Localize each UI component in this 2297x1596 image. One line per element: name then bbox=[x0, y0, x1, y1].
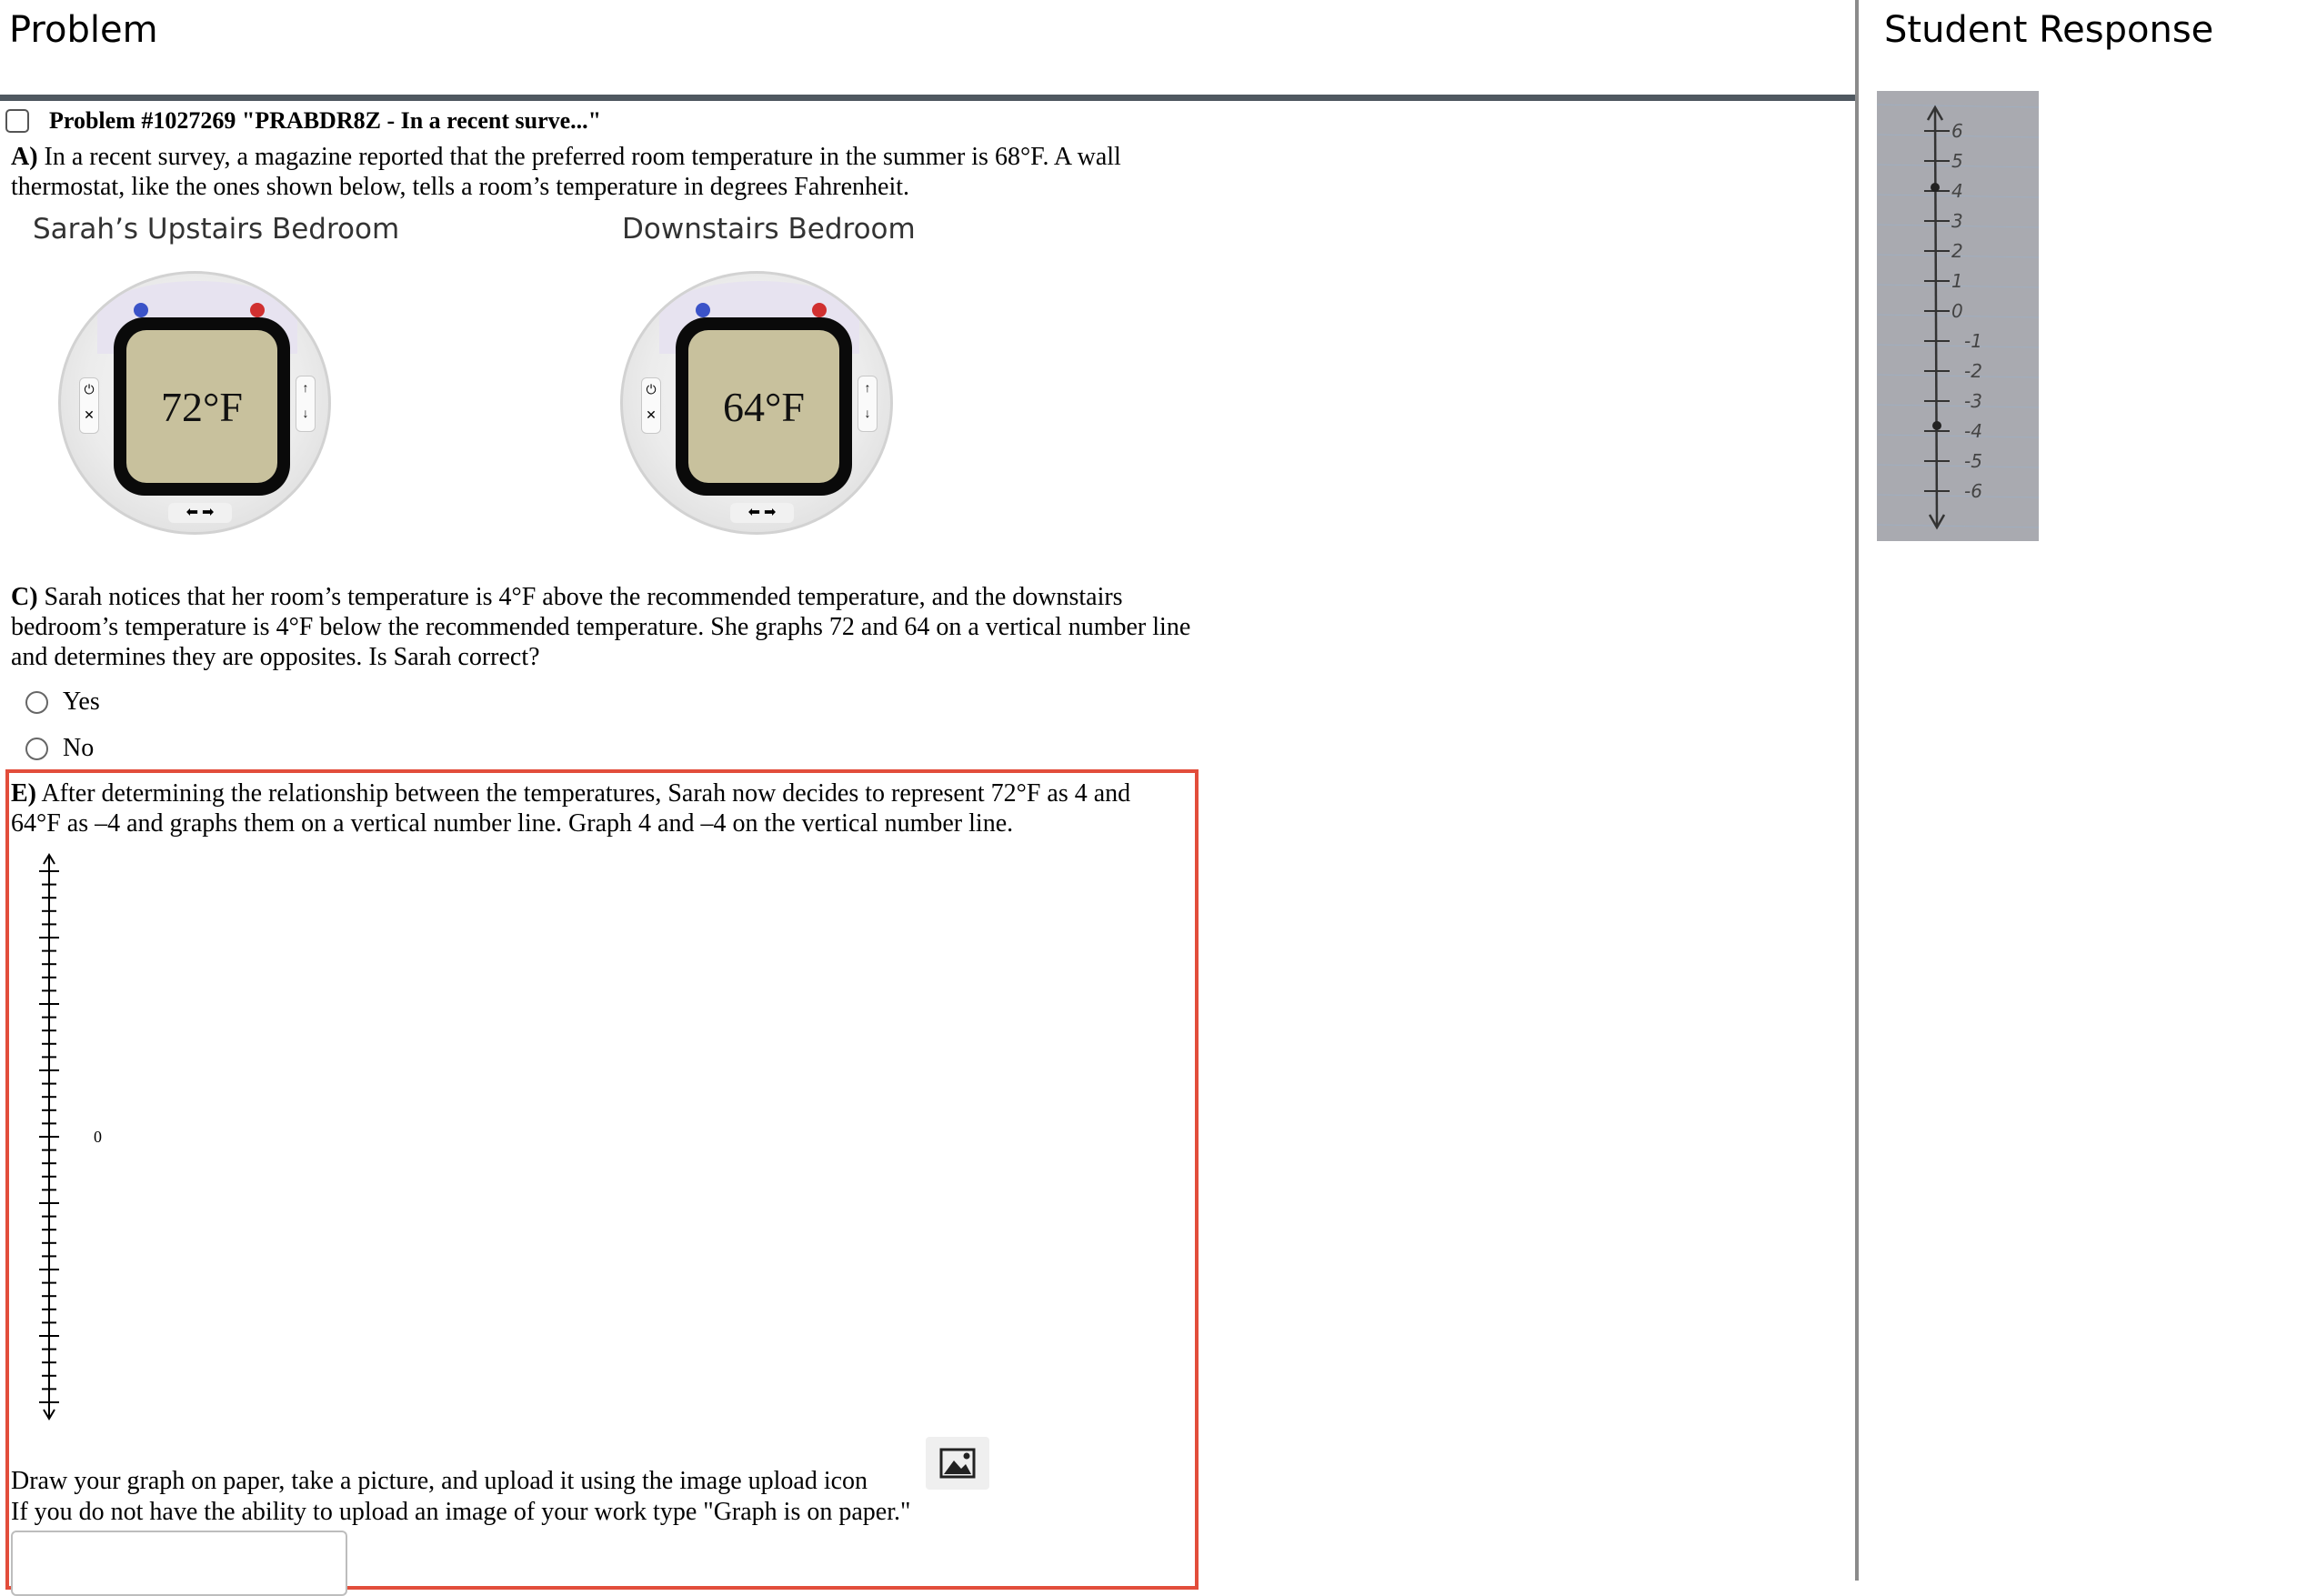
student-response-panel bbox=[1859, 0, 2297, 1581]
option-no[interactable] bbox=[25, 734, 94, 763]
handwritten-label: -5 bbox=[1964, 450, 1982, 472]
handwritten-label: 0 bbox=[1951, 300, 1963, 322]
image-upload-button[interactable] bbox=[926, 1437, 989, 1490]
option-yes-label: Yes bbox=[63, 688, 100, 716]
radio-no[interactable] bbox=[25, 738, 48, 760]
problem-checkbox[interactable] bbox=[5, 109, 29, 133]
handwritten-label: 4 bbox=[1951, 180, 1963, 202]
blue-dot-icon bbox=[696, 303, 710, 317]
handwritten-label: -3 bbox=[1964, 390, 1982, 412]
thermostat-body bbox=[620, 271, 893, 535]
problem-header-title: Problem bbox=[9, 9, 158, 51]
problem-title: Problem #1027269 "PRABDR8Z - In a recent surve..." bbox=[49, 107, 602, 134]
left-right-arrows-icon: ⬅ ➡ bbox=[168, 503, 232, 523]
option-yes[interactable] bbox=[25, 688, 100, 717]
vertical-number-line bbox=[36, 846, 64, 1428]
number-line-zero-label: 0 bbox=[94, 1128, 102, 1146]
thermostat-reading: 64°F bbox=[688, 330, 839, 483]
thermostat-downstairs bbox=[620, 271, 902, 544]
student-response-image[interactable] bbox=[1877, 91, 2039, 541]
thermostat-body bbox=[58, 271, 331, 535]
part-c-label: C) bbox=[11, 583, 38, 611]
part-e-label: E) bbox=[11, 779, 36, 808]
left-right-arrows-icon: ⬅ ➡ bbox=[730, 503, 794, 523]
handwritten-label: -2 bbox=[1964, 360, 1982, 382]
up-down-button-icon: ↑ ↓ bbox=[858, 376, 878, 432]
handwritten-number-line-photo bbox=[1877, 91, 2039, 541]
red-dot-icon bbox=[250, 303, 265, 317]
handwritten-label: -4 bbox=[1964, 420, 1982, 442]
problem-title-row bbox=[5, 105, 601, 136]
blue-dot-icon bbox=[134, 303, 148, 317]
plotted-point-4 bbox=[1931, 183, 1940, 192]
handwritten-label: -6 bbox=[1964, 480, 1982, 502]
problem-header bbox=[0, 0, 1855, 101]
plotted-point-neg4 bbox=[1932, 421, 1941, 430]
handwritten-label: -1 bbox=[1964, 330, 1982, 352]
student-response-header: Student Response bbox=[1884, 9, 2214, 51]
handwritten-label: 6 bbox=[1951, 120, 1963, 142]
part-c-text bbox=[11, 582, 1193, 672]
option-no-label: No bbox=[63, 734, 95, 762]
handwritten-label: 2 bbox=[1951, 240, 1963, 262]
part-e-text bbox=[11, 778, 1184, 838]
thermostat-downstairs-label: Downstairs Bedroom bbox=[622, 213, 916, 246]
up-down-button-icon: ↑ ↓ bbox=[296, 376, 316, 432]
part-a-body: In a recent survey, a magazine reported that the preferred room temperature in the summer is 68°F. A wall thermostat, like the ones shown below, tells a room’s temperature in degrees Fahrenheit. bbox=[11, 143, 1121, 201]
image-upload-icon bbox=[939, 1448, 976, 1479]
part-a-text bbox=[11, 142, 1193, 202]
power-mode-button-icon: ⏻ ✕ bbox=[641, 377, 661, 434]
red-dot-icon bbox=[812, 303, 827, 317]
part-a-label: A) bbox=[11, 143, 38, 171]
thermostat-upstairs bbox=[58, 271, 340, 544]
handwritten-label: 5 bbox=[1951, 150, 1963, 172]
thermostat-frame bbox=[676, 317, 852, 496]
answer-textarea[interactable] bbox=[11, 1531, 347, 1596]
handwritten-label: 3 bbox=[1951, 210, 1963, 232]
thermostat-reading: 72°F bbox=[126, 330, 277, 483]
thermostat-frame bbox=[114, 317, 290, 496]
part-c-body: Sarah notices that her room’s temperature is 4°F above the recommended temperature, and the downstairs bedroom’s temperature is 4°F below the recommended temperature. She graphs 72 and 64 on a vertical number line and determines they are opposites. Is Sarah correct? bbox=[11, 583, 1191, 671]
handwritten-label: 1 bbox=[1951, 270, 1963, 292]
upload-instruction: Draw your graph on paper, take a picture, and upload it using the image upload icon bbox=[11, 1467, 868, 1495]
power-mode-button-icon: ⏻ ✕ bbox=[79, 377, 99, 434]
thermostat-upstairs-label: Sarah’s Upstairs Bedroom bbox=[33, 213, 400, 246]
paper-instruction: If you do not have the ability to upload an image of your work type "Graph is on paper." bbox=[11, 1498, 911, 1526]
part-e-body: After determining the relationship between the temperatures, Sarah now decides to represent 72°F as 4 and 64°F as –4 and graphs them on a vertical number line. Graph 4 and –4 on the vertical number line. bbox=[11, 779, 1131, 838]
radio-yes[interactable] bbox=[25, 691, 48, 714]
